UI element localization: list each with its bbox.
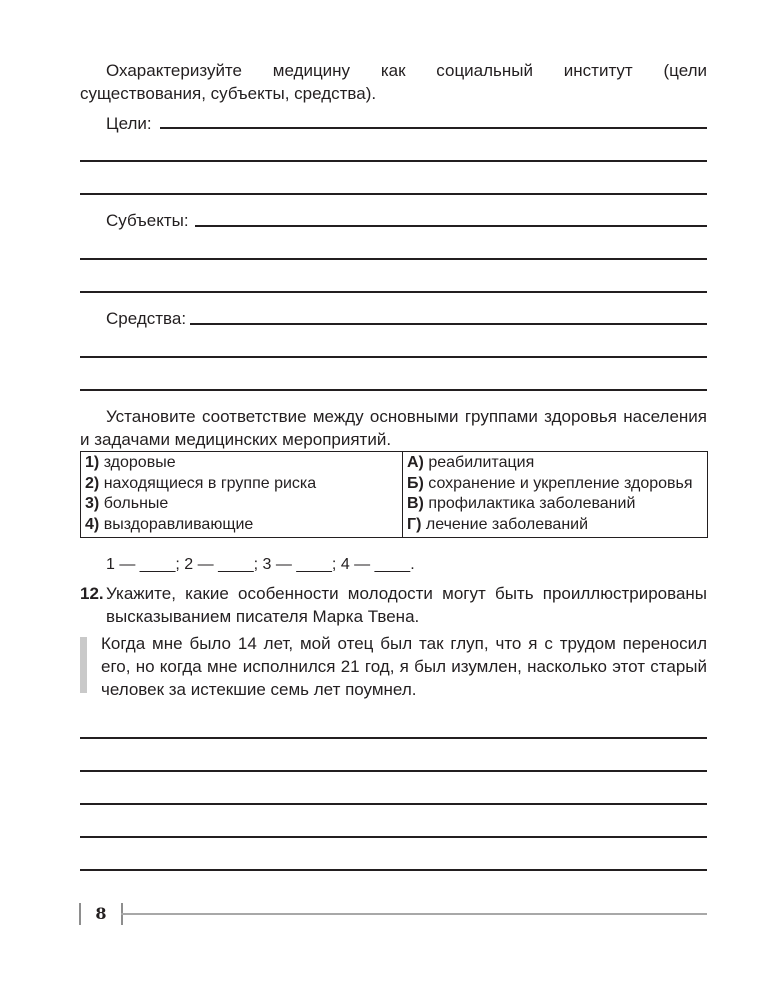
subjects-answer-line-1[interactable]	[195, 225, 707, 227]
matching-table	[80, 451, 708, 538]
mark-twain-quote: Когда мне было 14 лет, мой отец был так глуп, что я с трудом переносил его, но когда мне исполнился 21 год, я был изумлен, насколько этот старый человек за истекшие семь лет поумнел.	[101, 634, 707, 699]
means-answer-line-2[interactable]	[80, 356, 707, 358]
medical-tasks-column	[403, 452, 708, 538]
goals-answer-line-3[interactable]	[80, 193, 707, 195]
subjects-label: Субъекты:	[106, 211, 189, 230]
task-12-answer-line-4[interactable]	[80, 836, 707, 838]
goals-label: Цели:	[106, 114, 152, 133]
medical-task-a: А) реабилитация	[407, 454, 535, 471]
task-12-number: 12.	[80, 584, 104, 603]
means-label: Средства:	[106, 309, 187, 328]
means-answer-line-1[interactable]	[190, 323, 707, 325]
task-medicine-prompt: Охарактеризуйте медицину как социальный институт (цели существования, субъекты, средства).	[80, 61, 707, 103]
health-group-1: 1) здоровые	[85, 454, 176, 471]
health-group-4: 4) выздоравливающие	[85, 515, 254, 533]
means-answer-line-3[interactable]	[80, 389, 707, 391]
health-groups-column	[81, 452, 403, 538]
subjects-answer-line-2[interactable]	[80, 258, 707, 260]
task-12-answer-line-3[interactable]	[80, 803, 707, 805]
task-match-prompt: Установите соответствие между основными группами здоровья населения и задачами медицинских мероприятий.	[80, 407, 707, 449]
medical-task-b: Б) сохранение и укрепление здоровья	[407, 474, 693, 492]
goals-answer-line-2[interactable]	[80, 160, 707, 162]
goals-answer-line-1[interactable]	[160, 127, 707, 129]
matching-answer-blanks[interactable]: 1 — ____; 2 — ____; 3 — ____; 4 — ____.	[106, 556, 415, 573]
medical-task-v: В) профилактика заболеваний	[407, 495, 636, 512]
footer-rule	[121, 913, 707, 915]
task-12-prompt: Укажите, какие особенности молодости могут быть проиллюстрированы высказыванием писателя Марка Твена.	[106, 584, 707, 626]
subjects-answer-line-3[interactable]	[80, 291, 707, 293]
health-group-2: 2) находящиеся в группе риска	[85, 474, 317, 492]
page-number: 8	[79, 903, 123, 925]
task-12-answer-line-1[interactable]	[80, 737, 707, 739]
quote-marker-bar	[80, 637, 87, 693]
task-12-answer-line-2[interactable]	[80, 770, 707, 772]
medical-task-g: Г) лечение заболеваний	[407, 515, 589, 533]
health-group-3: 3) больные	[85, 495, 169, 512]
task-12-answer-line-5[interactable]	[80, 869, 707, 871]
